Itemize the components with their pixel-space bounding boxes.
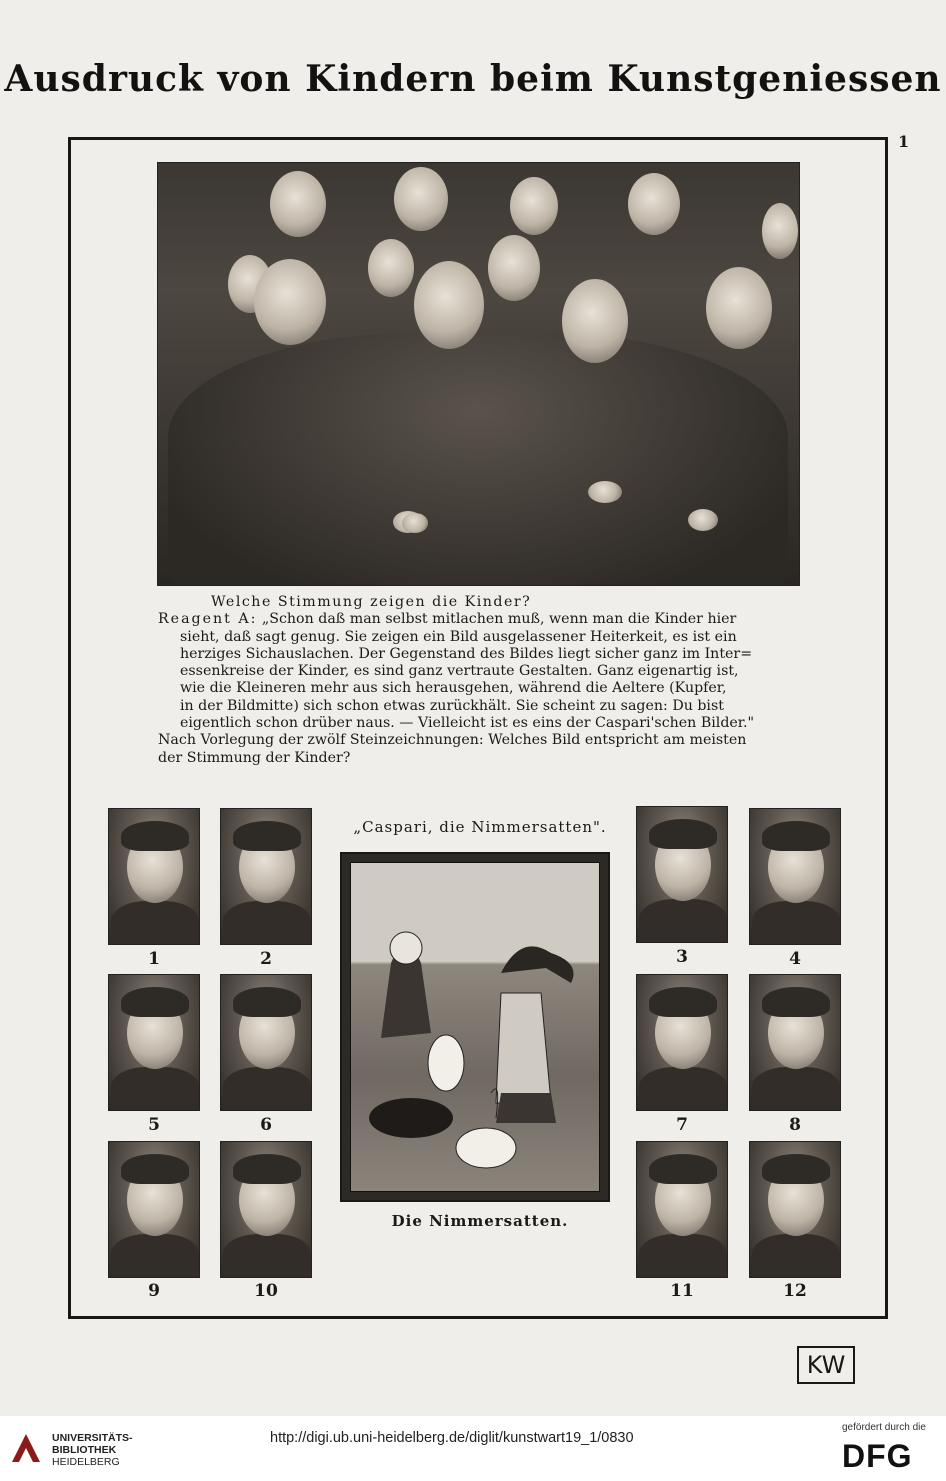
dialogue-text <box>158 594 798 767</box>
text-line: in der Bildmitte) sich schon etwas zurückhält. Sie scheint zu sagen: Du bist <box>180 697 724 714</box>
page-number: 1 <box>898 132 910 151</box>
thumbnail-number: 7 <box>676 1115 688 1135</box>
illustration-caption-bottom: Die Nimmersatten. <box>391 1212 569 1230</box>
text-line: eigentlich schon drüber naus. — Vielleicht ist es eins der Caspari'schen Bilder." <box>180 715 755 732</box>
portrait-thumbnail <box>636 806 728 943</box>
thumbnail-number: 11 <box>670 1281 694 1301</box>
library-name: UNIVERSITÄTS- BIBLIOTHEK HEIDELBERG <box>52 1432 133 1468</box>
text-line: essenkreise der Kinder, es sind ganz vertraute Gestalten. Ganz eigenartig ist, <box>180 663 739 680</box>
portrait-thumbnail <box>220 1141 312 1278</box>
thumbnail-number: 3 <box>676 947 688 967</box>
page-title: Ausdruck von Kindern beim Kunstgeniessen <box>4 58 942 100</box>
footer-bar <box>0 1416 946 1481</box>
portrait-thumbnail <box>749 974 841 1111</box>
question-heading: Welche Stimmung zeigen die Kinder? <box>211 594 532 610</box>
text-line: wie die Kleineren mehr aus sich herausgehen, während die Aeltere (Kupfer, <box>180 680 727 697</box>
thumbnail-number: 5 <box>148 1115 160 1135</box>
thumbnail-number: 2 <box>260 949 272 969</box>
portrait-thumbnail <box>220 974 312 1111</box>
text-line: der Stimmung der Kinder? <box>158 749 351 766</box>
thumbnail-number: 9 <box>148 1281 160 1301</box>
portrait-thumbnail <box>108 1141 200 1278</box>
text-line: Nach Vorlegung der zwölf Steinzeichnungen: Welches Bild entspricht am meisten <box>158 732 747 749</box>
text-line: sieht, daß sagt genug. Sie zeigen ein Bild ausgelassener Heiterkeit, es ist ein <box>180 628 737 645</box>
caspari-illustration <box>340 852 610 1202</box>
thumbnail-number: 8 <box>789 1115 801 1135</box>
source-url[interactable]: http://digi.ub.uni-heidelberg.de/diglit/kunstwart19_1/0830 <box>270 1430 634 1446</box>
portrait-thumbnail <box>108 808 200 945</box>
illustration-drawing <box>351 863 600 1192</box>
portrait-thumbnail <box>636 974 728 1111</box>
dfg-logo: DFG <box>842 1438 913 1474</box>
thumbnail-number: 12 <box>783 1281 807 1301</box>
portrait-thumbnail <box>220 808 312 945</box>
thumbnail-number: 6 <box>260 1115 272 1135</box>
group-photo <box>157 162 800 586</box>
thumbnail-number: 10 <box>254 1281 278 1301</box>
text-line: „Schon daß man selbst mitlachen muß, wenn man die Kinder hier <box>261 611 737 628</box>
reagent-label: Reagent A: <box>158 611 258 628</box>
portrait-thumbnail <box>749 808 841 945</box>
kw-stamp: KW <box>797 1346 855 1384</box>
text-line: herziges Sichauslachen. Der Gegenstand des Bildes liegt sicher ganz im Inter= <box>180 645 753 662</box>
portrait-thumbnail <box>636 1141 728 1278</box>
portrait-thumbnail <box>749 1141 841 1278</box>
thumbnail-number: 1 <box>148 949 160 969</box>
illustration-caption-top: „Caspari, die Nimmersatten". <box>353 818 607 836</box>
dfg-label: gefördert durch die <box>842 1422 926 1433</box>
portrait-thumbnail <box>108 974 200 1111</box>
thumbnail-number: 4 <box>789 949 801 969</box>
library-logo-icon <box>8 1430 44 1466</box>
